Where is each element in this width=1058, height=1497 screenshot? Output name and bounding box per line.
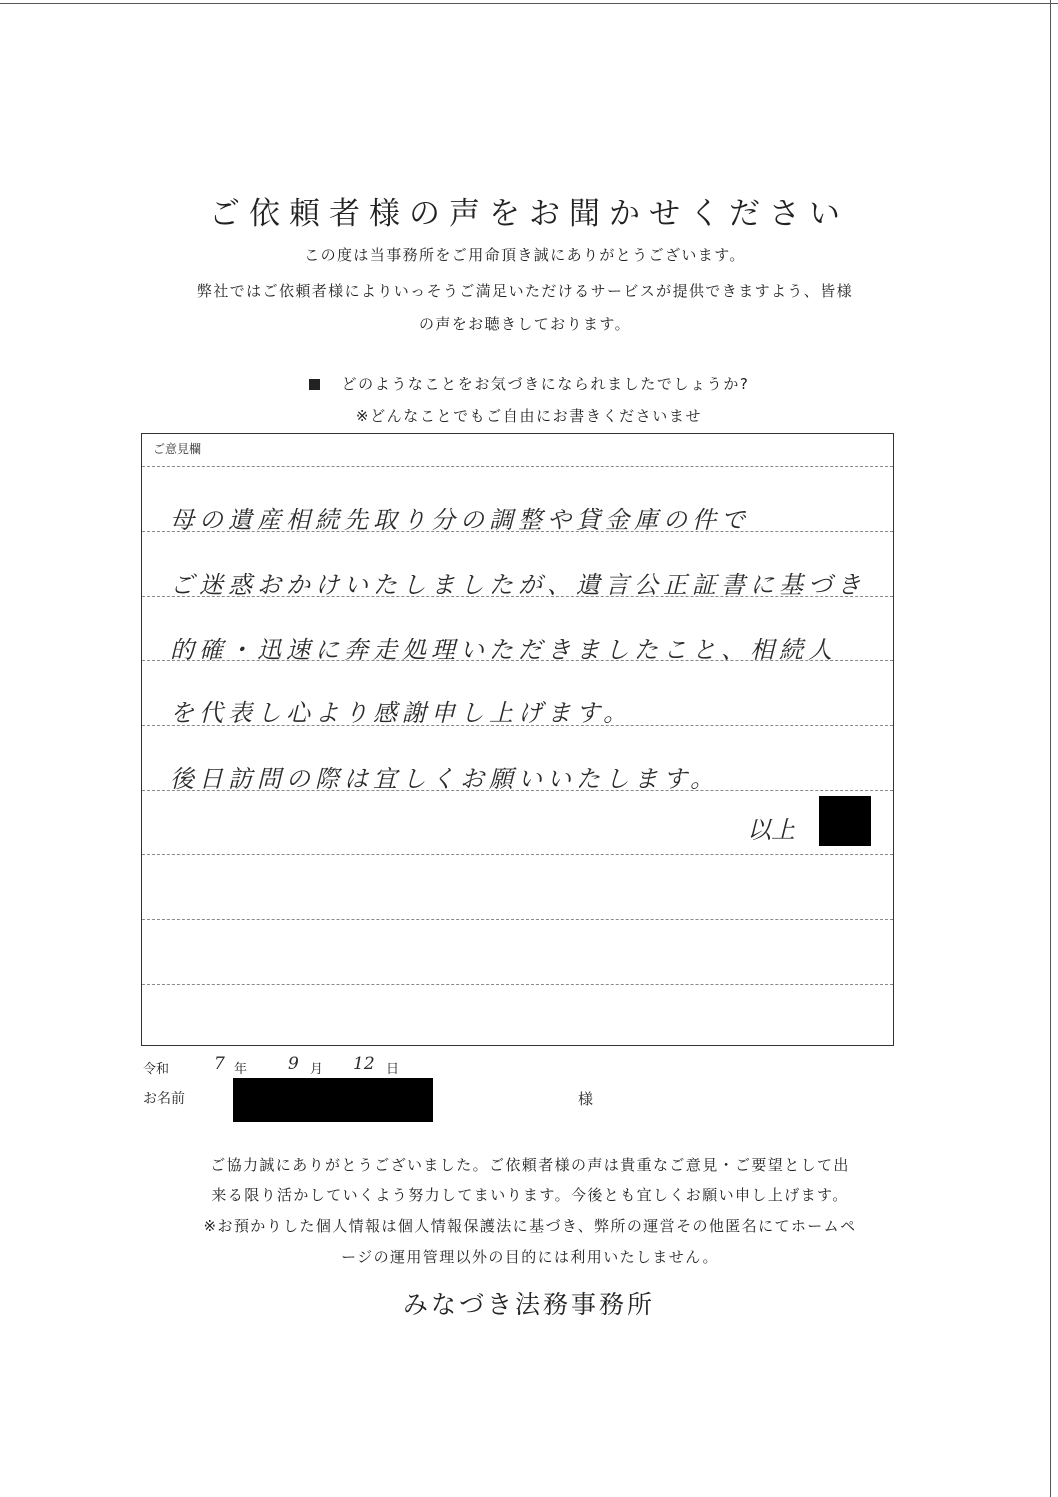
- footer-line-4: ージの運用管理以外の目的には利用いたしません。: [341, 1248, 719, 1266]
- closing-text: 以上: [747, 816, 795, 844]
- scan-edge-top: [0, 3, 1058, 4]
- date-day-unit: 日: [386, 1062, 400, 1077]
- comment-line: を代表し心より感謝申し上げます。: [170, 699, 633, 727]
- intro-line-2: 弊社ではご依頼者様によりいっそうご満足いただけるサービスが提供できますよう、皆様: [196, 282, 853, 300]
- ruled-line: [142, 854, 893, 855]
- footer-line-3: ※お預かりした個人情報は個人情報保護法に基づき、弊所の運営その他匿名にてホームペ: [203, 1217, 857, 1235]
- question-note: ※どんなことでもご自由にお書きくださいませ: [355, 407, 703, 425]
- comment-line: 後日訪問の際は宜しくお願いいたします。: [170, 765, 720, 793]
- comment-line: 的確・迅速に奔走処理いただきましたこと、相続人: [170, 636, 837, 664]
- name-redaction: [233, 1078, 433, 1122]
- intro-line-3: の声をお聴きしております。: [418, 315, 631, 333]
- comment-line: ご迷惑おかけいたしましたが、遺言公正証書に基づき: [170, 571, 866, 599]
- date-month-unit: 月: [310, 1062, 324, 1077]
- office-name: みなづき法務事務所: [402, 1290, 655, 1319]
- intro-line-1: この度は当事務所をご用命頂き誠にありがとうございます。: [304, 246, 746, 264]
- date-year: 7: [214, 1054, 225, 1074]
- date-year-unit: 年: [234, 1062, 248, 1077]
- ruled-line: [142, 984, 893, 985]
- comment-line: 母の遺産相続先取り分の調整や貸金庫の件で: [170, 506, 750, 534]
- date-day: 12: [353, 1054, 375, 1074]
- ruled-line: [142, 466, 893, 467]
- name-label: お名前: [143, 1091, 185, 1107]
- ruled-line: [142, 919, 893, 920]
- square-bullet-icon: [309, 379, 320, 390]
- footer-line-2: 来る限り活かしていくよう努力してまいります。今後とも宜しくお願い申し上げます。: [211, 1186, 849, 1204]
- comment-box[interactable]: [141, 433, 894, 1046]
- redaction-block: [819, 796, 871, 846]
- closing-area: [747, 796, 872, 846]
- name-honorific: 様: [578, 1090, 594, 1108]
- date-era: 令和: [143, 1062, 170, 1077]
- comment-box-label: ご意見欄: [153, 442, 202, 456]
- footer-line-1: ご協力誠にありがとうございました。ご依頼者様の声は貴重なご意見・ご要望として出: [210, 1156, 850, 1174]
- date-month: 9: [288, 1054, 299, 1074]
- question-text: どのようなことをお気づきになられましたでしょうか?: [341, 375, 750, 393]
- form-title: ご依頼者様の声をお聞かせください: [209, 196, 849, 232]
- question: [0, 373, 1058, 394]
